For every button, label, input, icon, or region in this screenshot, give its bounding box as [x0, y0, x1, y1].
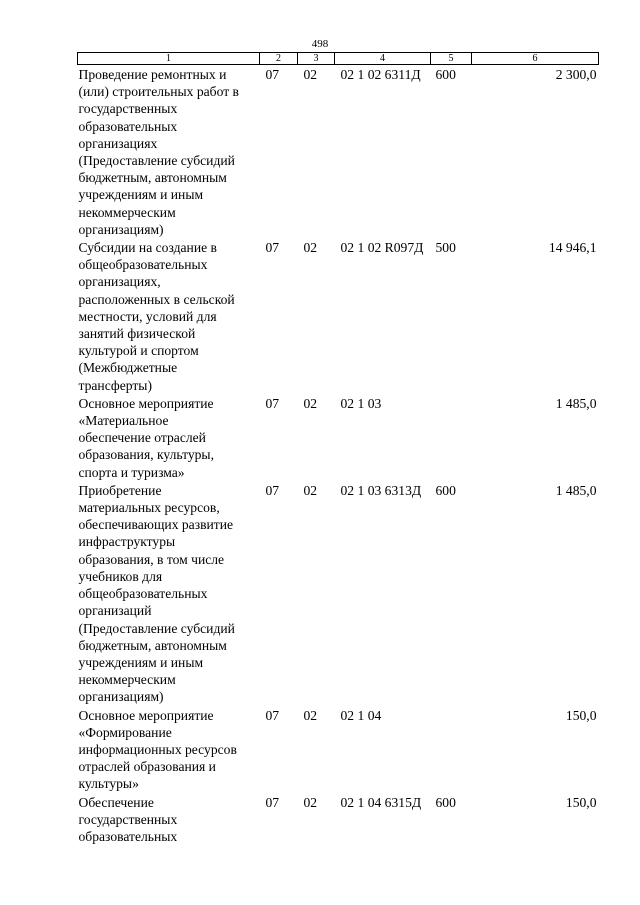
- row-target-article: 02 1 03 6313Д: [340, 482, 422, 498]
- row-name-line: (Предоставление субсидий: [78, 153, 235, 169]
- row-name-line: организациях: [78, 135, 158, 151]
- header-cell-section: 2: [260, 53, 298, 65]
- header-cell-target-article: 4: [335, 53, 431, 65]
- row-name-line: (или) строительных работ в: [78, 84, 239, 100]
- table-row: [78, 793, 599, 846]
- row-section: 07: [265, 482, 280, 498]
- row-name-line: учреждениям и иным: [78, 187, 204, 203]
- row-name: [78, 238, 260, 394]
- table-row: [78, 481, 599, 706]
- row-name-line: учебников для: [78, 568, 163, 584]
- row-name-line: образования, в том числе: [78, 551, 225, 567]
- row-section: 07: [265, 707, 280, 723]
- row-name: [78, 394, 260, 481]
- table-row: [78, 706, 599, 793]
- row-subsection: 02: [303, 482, 318, 498]
- row-name-line: организациям): [78, 689, 164, 705]
- row-name-line: Субсидии на создание в: [78, 240, 217, 256]
- row-name-line: бюджетным, автономным: [78, 170, 227, 186]
- row-target-article: 02 1 03: [340, 395, 382, 411]
- table-row: [78, 238, 599, 394]
- row-name-line: инфраструктуры: [78, 534, 176, 550]
- row-name-line: информационных ресурсов: [78, 741, 237, 757]
- row-amount: 1 485,0: [555, 395, 597, 411]
- row-name-line: Обеспечение: [78, 794, 154, 810]
- row-name-line: «Формирование: [78, 724, 172, 740]
- row-amount: 150,0: [565, 794, 597, 810]
- row-amount: 1 485,0: [555, 482, 597, 498]
- row-name-line: общеобразовательных: [78, 586, 208, 602]
- row-subsection: 02: [303, 240, 318, 256]
- row-target-article: 02 1 02 6311Д: [340, 67, 421, 82]
- row-expense-type: [431, 706, 472, 793]
- row-name-line: культурой и спортом: [78, 343, 199, 359]
- row-name-line: организациям): [78, 221, 164, 237]
- row-name-line: организациях,: [78, 274, 161, 290]
- row-name-line: материальных ресурсов,: [78, 500, 220, 516]
- row-target-article: 02 1 04: [340, 707, 382, 723]
- header-cell-name: 1: [78, 53, 260, 65]
- row-name: [78, 481, 260, 706]
- row-subsection: 02: [303, 794, 318, 810]
- row-name-line: Проведение ремонтных и: [78, 67, 227, 82]
- row-name-line: образовательных: [78, 118, 178, 134]
- row-name-line: Приобретение: [78, 482, 162, 498]
- row-name-line: «Материальное: [78, 413, 169, 429]
- row-name-line: организаций: [78, 603, 152, 619]
- row-section: 07: [265, 395, 280, 411]
- row-name-line: трансферты): [78, 377, 152, 393]
- row-name-line: Основное мероприятие: [78, 395, 214, 411]
- row-name: [78, 793, 260, 846]
- row-expense-type: [431, 394, 472, 481]
- row-name-line: обеспечение отраслей: [78, 430, 206, 446]
- row-amount: 2 300,0: [555, 67, 597, 82]
- row-expense-type: 600: [435, 67, 456, 82]
- row-name-line: спорта и туризма»: [78, 464, 185, 480]
- header-cell-expense-type: 5: [431, 53, 472, 65]
- row-name-line: государственных: [78, 101, 178, 117]
- row-amount: 14 946,1: [548, 240, 597, 256]
- row-section: 07: [265, 240, 280, 256]
- row-name-line: культуры»: [78, 776, 139, 792]
- row-target-article: 02 1 02 R097Д: [340, 240, 424, 256]
- row-subsection: 02: [303, 707, 318, 723]
- row-name: [78, 65, 260, 239]
- row-name-line: некоммерческим: [78, 672, 176, 688]
- row-subsection: 02: [303, 395, 318, 411]
- row-name-line: государственных: [78, 811, 178, 827]
- page-number: 498: [311, 38, 329, 50]
- row-name-line: некоммерческим: [78, 204, 176, 220]
- row-name-line: занятий физической: [78, 326, 196, 342]
- header-cell-subsection: 3: [298, 53, 335, 65]
- row-name-line: Основное мероприятие: [78, 707, 214, 723]
- row-name-line: общеобразовательных: [78, 257, 208, 273]
- table-row: [78, 65, 599, 239]
- row-section: 07: [265, 794, 280, 810]
- table-header: [78, 53, 599, 65]
- row-name-line: местности, условий для: [78, 308, 217, 324]
- header-cell-amount: 6: [472, 53, 599, 65]
- row-name-line: образовательных: [78, 828, 178, 844]
- row-target-article: 02 1 04 6315Д: [340, 794, 422, 810]
- row-expense-type: 600: [435, 482, 456, 498]
- row-name-line: расположенных в сельской: [78, 291, 235, 307]
- row-name: [78, 706, 260, 793]
- row-name-line: обеспечивающих развитие: [78, 517, 234, 533]
- row-name-line: образования, культуры,: [78, 447, 214, 463]
- row-expense-type: 600: [435, 794, 456, 810]
- table-row: [78, 394, 599, 481]
- row-name-line: бюджетным, автономным: [78, 637, 227, 653]
- row-name-line: (Межбюджетные: [78, 360, 178, 376]
- row-section: 07: [265, 67, 280, 82]
- row-name-line: отраслей образования и: [78, 759, 216, 775]
- row-amount: 150,0: [565, 707, 597, 723]
- row-expense-type: 500: [435, 240, 456, 256]
- budget-table: [77, 52, 599, 845]
- row-subsection: 02: [303, 67, 318, 82]
- table-body: [78, 65, 599, 846]
- row-name-line: учреждениям и иным: [78, 654, 204, 670]
- row-name-line: (Предоставление субсидий: [78, 620, 235, 636]
